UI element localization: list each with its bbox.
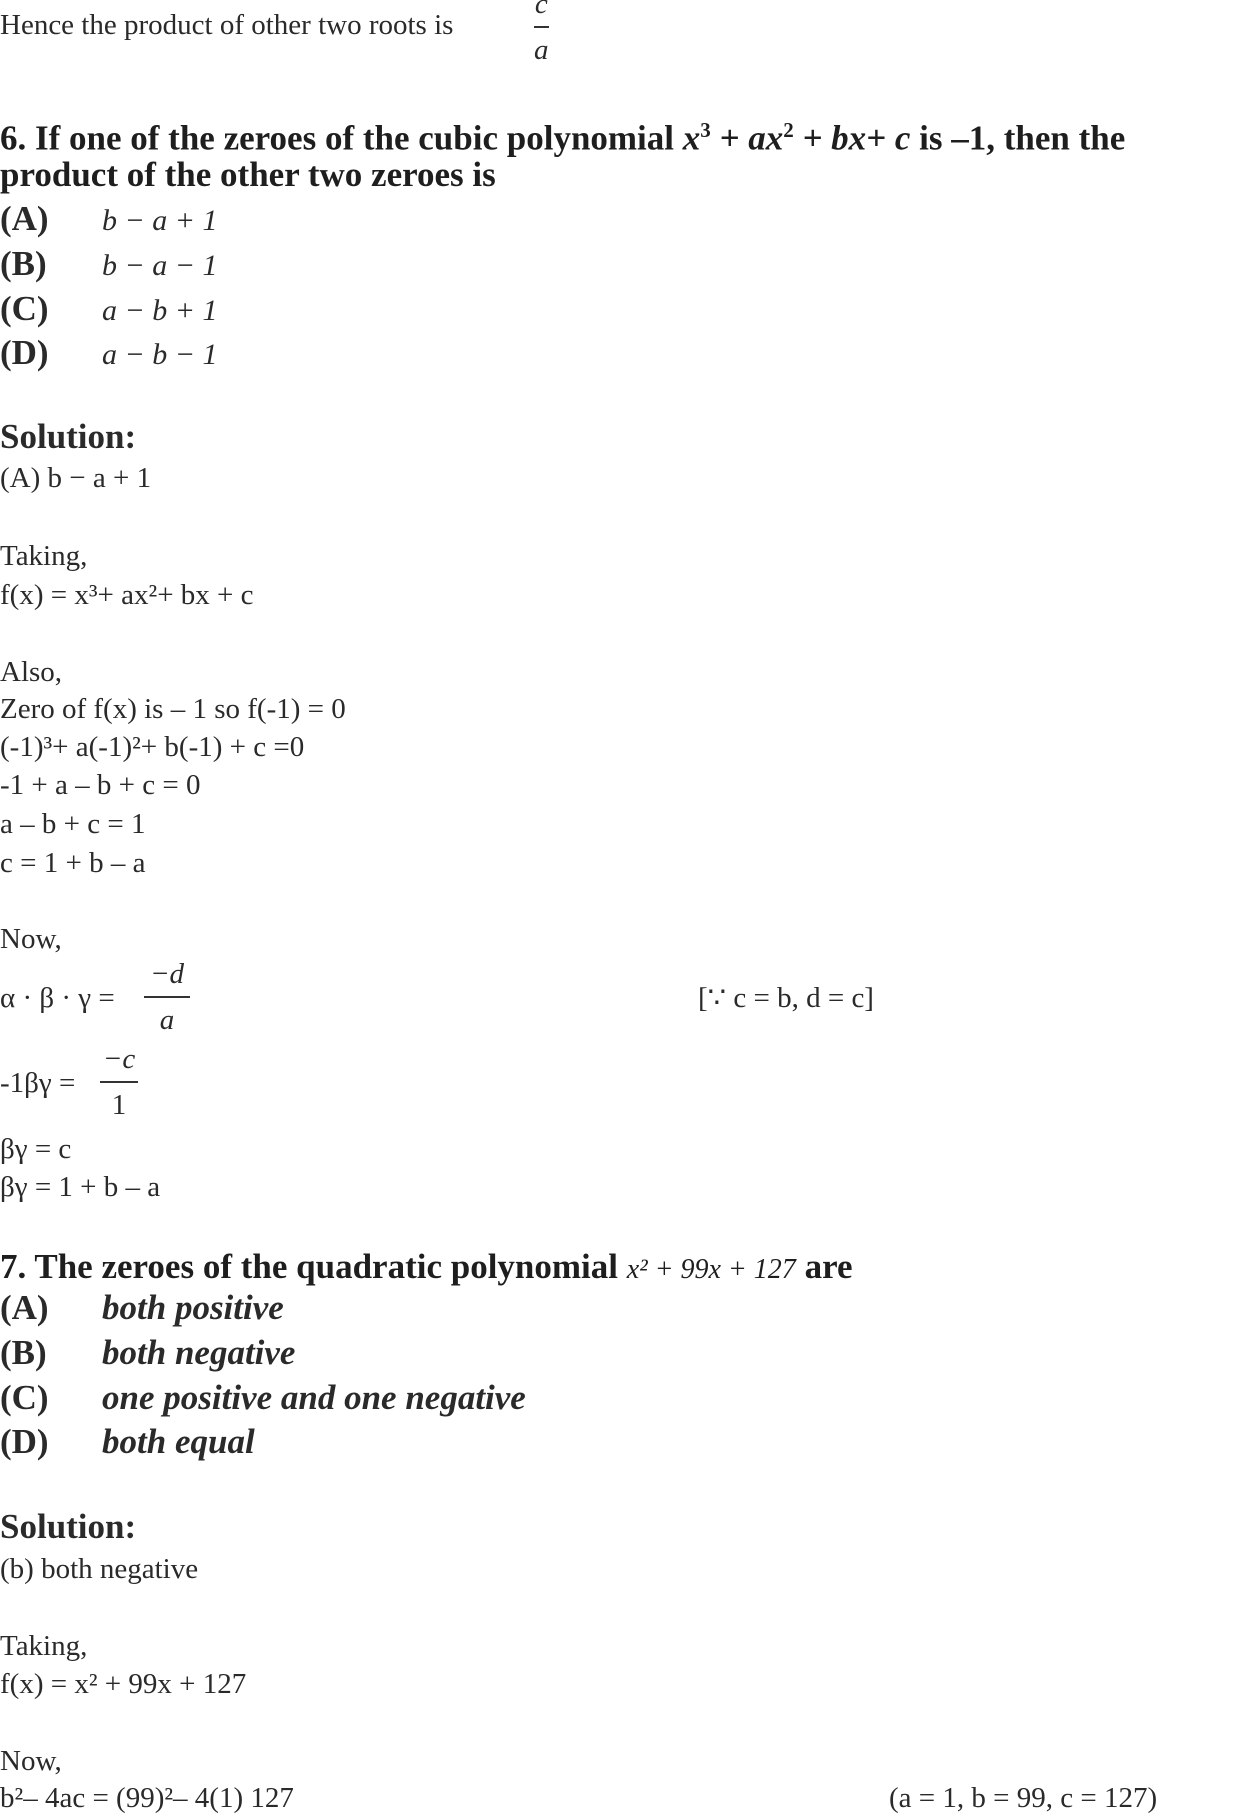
now-label: Now, bbox=[0, 1745, 62, 1777]
option-label: (B) bbox=[0, 1333, 47, 1372]
option-label: (A) bbox=[0, 1288, 49, 1327]
option-label: (D) bbox=[0, 333, 49, 372]
option-c bbox=[0, 1378, 526, 1417]
option-value: a − b − 1 bbox=[102, 338, 218, 371]
q7-text: are bbox=[795, 1247, 853, 1286]
q7-text: 7. The zeroes of the quadratic polynomial bbox=[0, 1247, 627, 1286]
exp: 3 bbox=[700, 118, 711, 142]
option-value: both negative bbox=[102, 1333, 296, 1372]
exp: 2 bbox=[783, 118, 794, 142]
solution-heading: Solution: bbox=[0, 1507, 137, 1546]
option-label: (C) bbox=[0, 1378, 49, 1417]
denominator: 1 bbox=[111, 1089, 127, 1121]
option-b bbox=[0, 244, 218, 283]
q7-math: x² + 99x + 127 bbox=[626, 1254, 796, 1285]
step-line: a – b + c = 1 bbox=[0, 808, 146, 840]
q6-math: x bbox=[682, 118, 701, 158]
condition-note: [∵ c = b, d = c] bbox=[698, 982, 874, 1014]
intro-text: Hence the product of other two roots is bbox=[0, 9, 454, 41]
step-line: -1βγ = bbox=[0, 1067, 76, 1099]
fraction-c-over-a bbox=[534, 0, 549, 66]
function-definition: f(x) = x³+ ax²+ bx + c bbox=[0, 579, 254, 611]
q6-text: is –1, then the bbox=[910, 118, 1126, 158]
question-7 bbox=[0, 1247, 853, 1290]
also-label: Also, bbox=[0, 656, 63, 688]
discriminant-line: b²– 4ac = (99)²– 4(1) 127 bbox=[0, 1782, 294, 1814]
step-line: (-1)³+ a(-1)²+ b(-1) + c =0 bbox=[0, 731, 305, 763]
step-line: βγ = c bbox=[0, 1133, 72, 1165]
taking-label: Taking, bbox=[0, 1630, 88, 1662]
intro-line bbox=[0, 8, 453, 42]
numerator: −c bbox=[102, 1043, 136, 1075]
solution-heading: Solution: bbox=[0, 417, 137, 456]
option-a bbox=[0, 1288, 284, 1327]
option-label: (D) bbox=[0, 1422, 49, 1461]
q6-text: 6. If one of the zeroes of the cubic polynomial bbox=[0, 118, 683, 158]
denominator: a bbox=[159, 1004, 175, 1036]
option-value: one positive and one negative bbox=[102, 1378, 526, 1417]
option-label: (A) bbox=[0, 199, 49, 238]
question-6-line1 bbox=[0, 110, 1125, 159]
option-b bbox=[0, 1333, 296, 1372]
option-label: (B) bbox=[0, 244, 47, 283]
option-value: b − a − 1 bbox=[102, 249, 218, 282]
now-label: Now, bbox=[0, 923, 62, 955]
solution-answer: (A) b − a + 1 bbox=[0, 462, 152, 494]
q6-math: + ax bbox=[710, 118, 784, 158]
step-line: -1 + a – b + c = 0 bbox=[0, 769, 201, 801]
fraction-minus-d-over-a bbox=[144, 958, 190, 1036]
denominator: a bbox=[534, 34, 549, 66]
question-6-line2: product of the other two zeroes is bbox=[0, 155, 496, 194]
option-value: a − b + 1 bbox=[102, 294, 218, 327]
q6-math: + bx+ c bbox=[793, 118, 911, 158]
taking-label: Taking, bbox=[0, 540, 88, 572]
numerator: −d bbox=[149, 958, 185, 990]
step-line: Zero of f(x) is – 1 so f(-1) = 0 bbox=[0, 693, 346, 725]
option-a bbox=[0, 199, 218, 238]
step-line: c = 1 + b – a bbox=[0, 847, 146, 879]
numerator: c bbox=[534, 0, 548, 20]
solution-answer: (b) both negative bbox=[0, 1553, 199, 1585]
step-line: βγ = 1 + b – a bbox=[0, 1171, 161, 1203]
fraction-minus-c-over-1 bbox=[100, 1043, 138, 1121]
coefficients-note: (a = 1, b = 99, c = 127) bbox=[889, 1782, 1158, 1814]
option-label: (C) bbox=[0, 289, 49, 328]
function-definition: f(x) = x² + 99x + 127 bbox=[0, 1668, 247, 1700]
option-d bbox=[0, 333, 218, 372]
option-value: b − a + 1 bbox=[102, 204, 218, 237]
option-value: both equal bbox=[102, 1422, 255, 1461]
product-roots-equation: α · β · γ = bbox=[0, 982, 115, 1014]
option-d bbox=[0, 1422, 255, 1461]
option-value: both positive bbox=[102, 1288, 284, 1327]
option-c bbox=[0, 289, 218, 328]
